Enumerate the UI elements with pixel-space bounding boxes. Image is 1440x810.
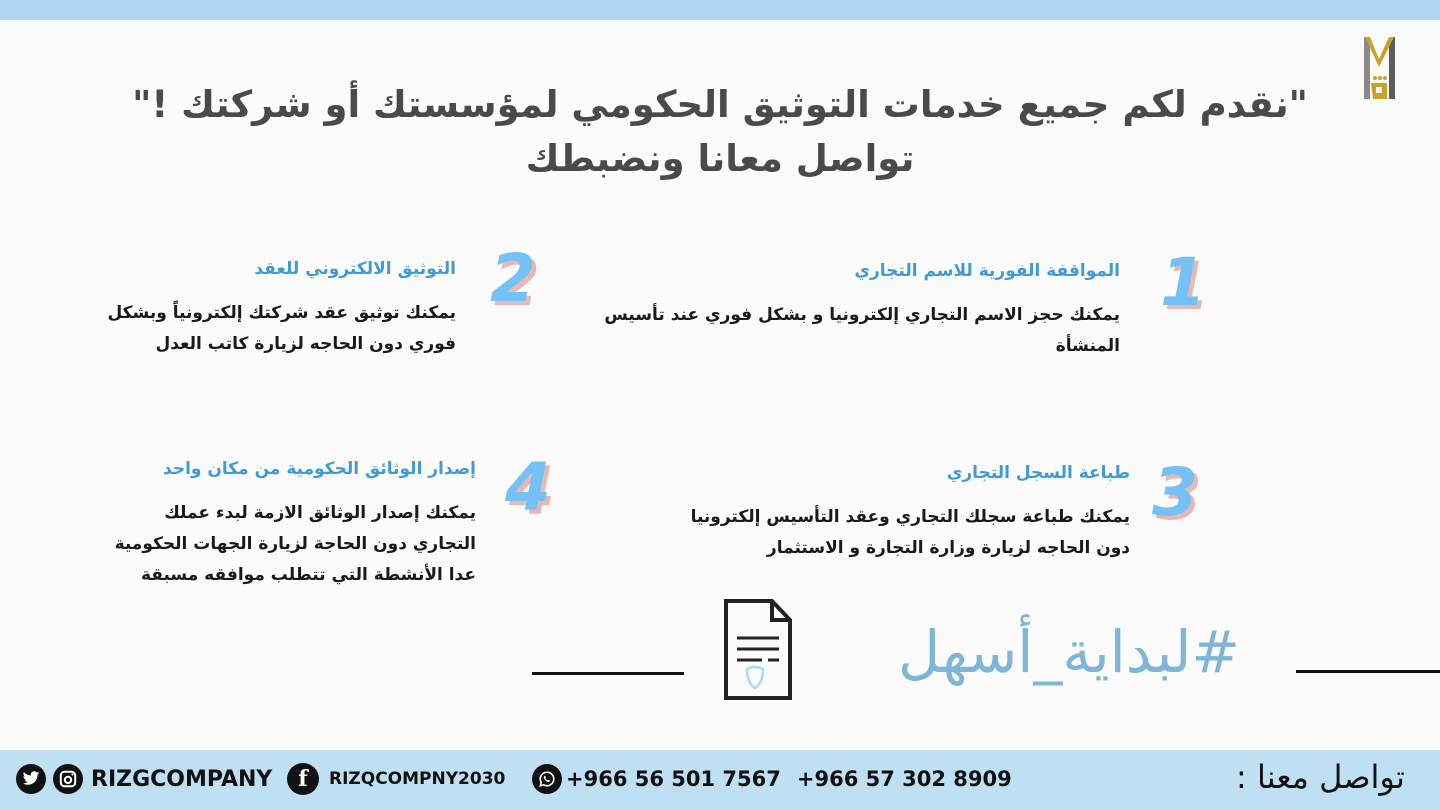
phone-number-2[interactable]: +966 57 302 8909 [796, 767, 1012, 791]
headline-line2: تواصل معانا ونضبطك [525, 137, 915, 180]
twitter-icon[interactable] [16, 764, 46, 794]
step-number-3: 3 [1152, 454, 1198, 531]
document-shield-icon [722, 598, 794, 702]
phone-number-1[interactable]: +966 56 501 7567 [566, 767, 781, 791]
divider-right [1296, 670, 1440, 673]
facebook-icon[interactable]: f [287, 763, 319, 795]
service-title: إصدار الوثائق الحكومية من مكان واحد [163, 459, 476, 479]
service-title: طباعة السجل التجاري [946, 463, 1130, 483]
service-body: يمكنك إصدار الوثائق الازمة لبدء عملك التجاري دون الحاجة لزيارة الجهات الحكومية عدا الأنشطة التي تتطلب موافقه مسبقة [114, 503, 476, 585]
service-item-4 [100, 456, 476, 591]
instagram-icon[interactable] [53, 764, 83, 794]
contact-us-label: تواصل معنا : [1236, 758, 1405, 796]
divider-left [532, 672, 684, 675]
company-logo [1362, 33, 1396, 105]
headline [100, 78, 1340, 186]
social-handle[interactable]: RIZGCOMPANY [91, 766, 273, 792]
step-number-1: 1 [1160, 244, 1206, 321]
service-title: المواقفة الفورية للاسم التجاري [854, 261, 1120, 281]
whatsapp-icon[interactable] [532, 764, 562, 794]
service-body: يمكنك طباعة سجلك التجاري وعقد التأسيس إلكترونيا دون الحاجه لزيارة وزارة التجارة و الاستثمار [690, 507, 1130, 558]
top-bar [0, 0, 1440, 20]
service-item-2 [96, 256, 456, 360]
service-item-3 [660, 460, 1130, 564]
social-handle[interactable]: RIZQCOMPNY2030 [329, 769, 506, 789]
service-body: يمكنك توثيق عقد شركتك إلكترونياً وبشكل فوري دون الحاجه لزيارة كاتب العدل [107, 303, 456, 354]
social-facebook[interactable] [287, 757, 505, 801]
hashtag: #لبداية_أسهل [898, 618, 1240, 686]
social-twitter-instagram[interactable] [16, 757, 272, 801]
service-title: التوثيق الالكتروني للعقد [254, 259, 456, 279]
step-number-4: 4 [505, 449, 551, 526]
contact-phones[interactable] [532, 757, 1012, 801]
step-number-2: 2 [490, 240, 536, 317]
service-body: يمكنك حجز الاسم التجاري إلكترونيا و بشكل فوري عند تأسيس المنشأة [604, 305, 1120, 356]
headline-line1: "نقدم لكم جميع خدمات التوثيق الحكومي لمؤسستك أو شركتك !" [132, 83, 1308, 126]
service-item-1 [590, 258, 1120, 362]
